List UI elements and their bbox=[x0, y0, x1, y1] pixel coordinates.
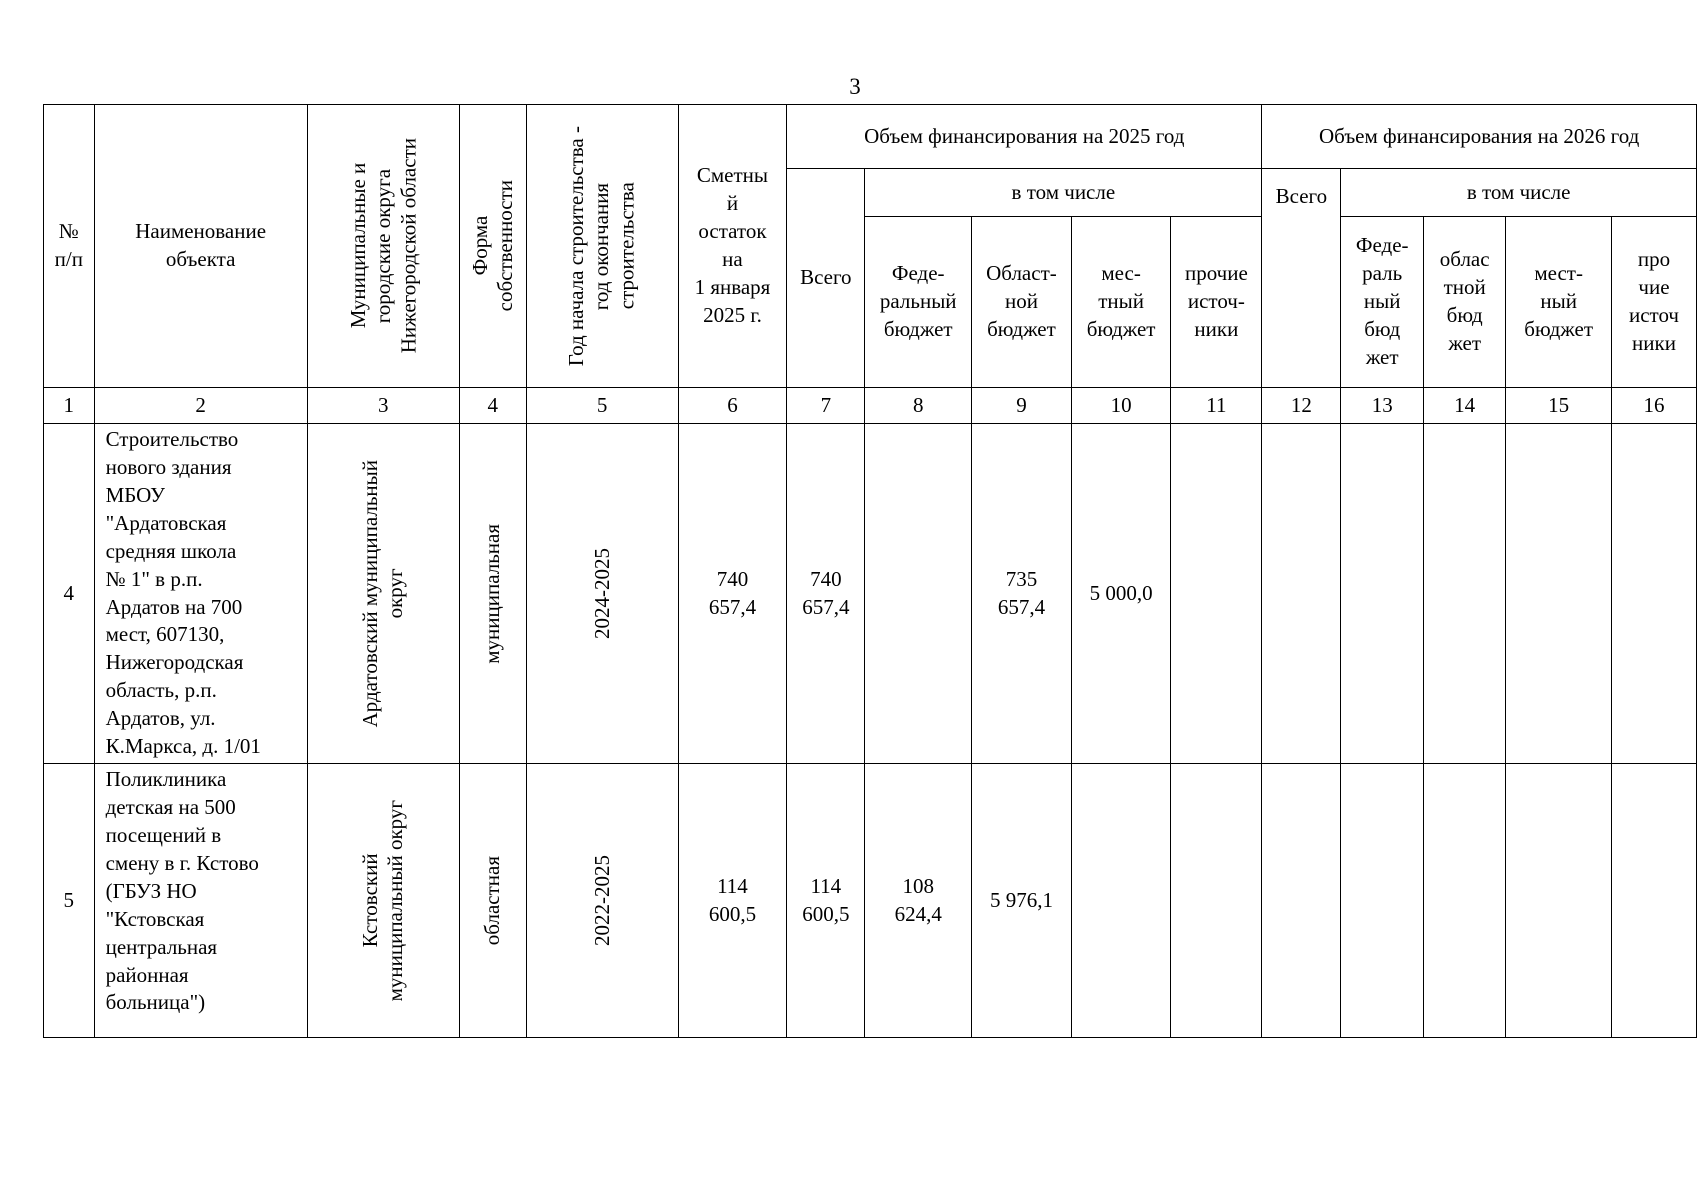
municipal-district-text: Ардатовский муниципальный округ bbox=[358, 459, 408, 728]
column-number: 12 bbox=[1262, 388, 1341, 424]
header-estimate: Сметны й остаток на 1 января 2025 г. bbox=[678, 105, 787, 388]
column-number: 2 bbox=[94, 388, 307, 424]
local-2025: 5 000,0 bbox=[1071, 424, 1171, 764]
column-number: 7 bbox=[787, 388, 865, 424]
construction-years bbox=[526, 764, 678, 1038]
column-number: 13 bbox=[1341, 388, 1424, 424]
header-other-2026: про чие источ ники bbox=[1611, 217, 1696, 388]
ownership-form-text: муниципальная bbox=[480, 523, 505, 664]
header-regional-2025: Област- ной бюджет bbox=[972, 217, 1072, 388]
other-2026 bbox=[1611, 764, 1696, 1038]
estimate-balance: 740 657,4 bbox=[678, 424, 787, 764]
header-municipal bbox=[307, 105, 459, 388]
header-num: № п/п bbox=[44, 105, 95, 388]
local-2026 bbox=[1506, 764, 1612, 1038]
municipal-district bbox=[307, 764, 459, 1038]
header-municipal-text: Муниципальные и городские округа Нижегородской области bbox=[345, 138, 420, 354]
ownership-form bbox=[459, 424, 526, 764]
total-2025: 114 600,5 bbox=[787, 764, 865, 1038]
construction-years bbox=[526, 424, 678, 764]
header-name: Наименование объекта bbox=[94, 105, 307, 388]
object-name: Строительство нового здания МБОУ "Ардатовская средняя школа № 1" в р.п. Ардатов на 700 мест, 607130, Нижегородская область, р.п. Ардатов, ул. К.Маркса, д. 1/01 bbox=[94, 424, 307, 764]
header-ownership bbox=[459, 105, 526, 388]
other-2026 bbox=[1611, 424, 1696, 764]
regional-2026 bbox=[1424, 764, 1506, 1038]
table-row bbox=[44, 424, 1697, 764]
municipal-district-text: Кстовский муниципальный округ bbox=[358, 799, 408, 1002]
total-2026 bbox=[1262, 424, 1341, 764]
ownership-form bbox=[459, 764, 526, 1038]
column-number: 15 bbox=[1506, 388, 1612, 424]
ownership-form-text: областная bbox=[480, 855, 505, 946]
column-number: 3 bbox=[307, 388, 459, 424]
column-number: 10 bbox=[1071, 388, 1171, 424]
other-2025 bbox=[1171, 424, 1262, 764]
header-ownership-text: Форма собственности bbox=[467, 180, 517, 312]
page-number: 3 bbox=[849, 74, 861, 99]
column-number: 4 bbox=[459, 388, 526, 424]
header-total-2026: Всего bbox=[1262, 169, 1341, 388]
regional-2025: 5 976,1 bbox=[972, 764, 1072, 1038]
column-number-row bbox=[44, 388, 1697, 424]
column-number: 16 bbox=[1611, 388, 1696, 424]
header-other-2025: прочие источ- ники bbox=[1171, 217, 1262, 388]
header-including-2026: в том числе bbox=[1341, 169, 1697, 217]
estimate-balance: 114 600,5 bbox=[678, 764, 787, 1038]
header-including-2025: в том числе bbox=[865, 169, 1262, 217]
header-years-text: Год начала строительства - год окончания строительства bbox=[564, 125, 639, 367]
table-row bbox=[44, 764, 1697, 1038]
column-number: 6 bbox=[678, 388, 787, 424]
federal-2025 bbox=[865, 424, 972, 764]
header-regional-2026: облас тной бюд жет bbox=[1424, 217, 1506, 388]
regional-2025: 735 657,4 bbox=[972, 424, 1072, 764]
federal-2026 bbox=[1341, 424, 1424, 764]
header-total-2025: Всего bbox=[787, 169, 865, 388]
local-2026 bbox=[1506, 424, 1612, 764]
municipal-district bbox=[307, 424, 459, 764]
total-2025: 740 657,4 bbox=[787, 424, 865, 764]
column-number: 8 bbox=[865, 388, 972, 424]
funding-table bbox=[43, 104, 1697, 1038]
column-number: 9 bbox=[972, 388, 1072, 424]
row-num: 4 bbox=[44, 424, 95, 764]
column-number: 11 bbox=[1171, 388, 1262, 424]
row-num: 5 bbox=[44, 764, 95, 1038]
header-funding-2025: Объем финансирования на 2025 год bbox=[787, 105, 1262, 169]
federal-2026 bbox=[1341, 764, 1424, 1038]
column-number: 14 bbox=[1424, 388, 1506, 424]
header-federal-2026: Феде- раль ный бюд жет bbox=[1341, 217, 1424, 388]
column-number: 5 bbox=[526, 388, 678, 424]
header-funding-2026: Объем финансирования на 2026 год bbox=[1262, 105, 1697, 169]
regional-2026 bbox=[1424, 424, 1506, 764]
object-name: Поликлиника детская на 500 посещений в смену в г. Кстово (ГБУЗ НО "Кстовская центральная районная больница") bbox=[94, 764, 307, 1038]
total-2026 bbox=[1262, 764, 1341, 1038]
federal-2025: 108 624,4 bbox=[865, 764, 972, 1038]
construction-years-text: 2024-2025 bbox=[589, 548, 614, 640]
header-local-2026: мест- ный бюджет bbox=[1506, 217, 1612, 388]
construction-years-text: 2022-2025 bbox=[589, 855, 614, 947]
local-2025 bbox=[1071, 764, 1171, 1038]
other-2025 bbox=[1171, 764, 1262, 1038]
header-federal-2025: Феде- ральный бюджет bbox=[865, 217, 972, 388]
column-number: 1 bbox=[44, 388, 95, 424]
header-years bbox=[526, 105, 678, 388]
header-local-2025: мес- тный бюджет bbox=[1071, 217, 1171, 388]
